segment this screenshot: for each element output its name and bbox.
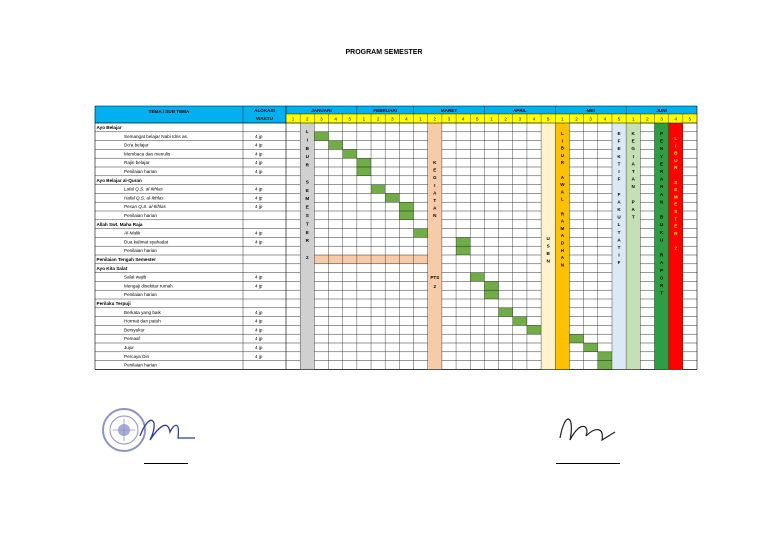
schedule-cell	[569, 334, 583, 343]
week-number: 4	[603, 116, 607, 122]
band-letter: N	[659, 199, 664, 205]
week-number: 1	[631, 116, 635, 122]
schedule-cell	[329, 141, 343, 150]
band-letter: K	[631, 131, 635, 136]
week-number: 2	[433, 116, 437, 122]
band-letter: T	[433, 198, 437, 203]
band-letter: A	[659, 191, 664, 197]
row-subtopic: Hormat dan patuh	[124, 318, 161, 324]
row-subtopic: Pesan Q.S. al-Ikhlas	[124, 204, 166, 210]
pts-label: 2	[433, 284, 437, 289]
band-letter: F	[617, 260, 621, 266]
schedule-cell	[499, 308, 513, 317]
row-subtopic: Bersyukur	[124, 327, 145, 333]
band-letter: S	[305, 179, 309, 185]
allocation-value: 4 jp	[255, 283, 263, 289]
band-letter: W	[560, 182, 565, 188]
band-letter: L	[560, 196, 564, 202]
band-letter: T	[631, 169, 635, 174]
week-number: 2	[646, 116, 649, 122]
row-subtopic: Penilaian harian	[124, 169, 157, 174]
week-number: 1	[419, 116, 422, 122]
band-letter: G	[433, 175, 437, 181]
week-number: 3	[447, 116, 451, 122]
band-letter: I	[675, 143, 677, 149]
band-letter: L	[560, 131, 564, 136]
band-letter: F	[617, 176, 621, 182]
band-letter: E	[674, 187, 678, 193]
row-heading: Ayo Belajar	[96, 125, 122, 130]
band-letter: U	[674, 157, 678, 163]
schedule-cell	[399, 211, 413, 220]
week-number: 3	[660, 116, 663, 122]
band-letter: Y	[660, 153, 664, 159]
band-letter: T	[617, 161, 621, 167]
band-letter: S	[674, 209, 678, 214]
band-letter: N	[659, 146, 664, 152]
row-heading: Allah Swt. Maha Raja	[96, 221, 143, 227]
band-letter: U	[659, 222, 664, 228]
week-number: 5	[688, 116, 692, 122]
band-letter: B	[560, 145, 565, 151]
band-letter: A	[560, 174, 565, 180]
schedule-cell	[314, 132, 328, 141]
row-subtopic: Membaca dan menulis	[124, 151, 171, 157]
band-letter: K	[433, 160, 437, 165]
week-number: 2	[376, 116, 380, 122]
schedule-cell	[598, 361, 612, 370]
band-letter: U	[560, 152, 565, 158]
band-letter: B	[659, 214, 664, 220]
band-letter: S	[305, 213, 309, 218]
band-letter: E	[305, 229, 309, 235]
row-subtopic: Dua kalimat syahadat	[124, 239, 169, 245]
band-letter: A	[631, 207, 635, 212]
allocation-value: 4 jp	[255, 336, 263, 342]
band-letter: O	[659, 275, 664, 281]
band-letter: L	[674, 136, 678, 141]
allocation-value: 4 jp	[255, 318, 263, 324]
band-letter: T	[617, 245, 621, 250]
band-letter: U	[659, 237, 664, 243]
band-letter: K	[659, 229, 664, 235]
band-letter: E	[674, 223, 678, 229]
row-heading: Penilaian Tengah Semester	[96, 257, 156, 262]
week-number: 4	[532, 116, 536, 122]
page-title: PROGRAM SEMESTER	[345, 49, 423, 56]
schedule-cell	[357, 167, 371, 176]
band-letter: B	[305, 145, 309, 151]
band-letter: M	[673, 194, 678, 200]
band-letter: N	[631, 184, 635, 190]
row-heading: Ayo Kita Salat	[96, 265, 128, 271]
band-letter: S	[546, 243, 550, 249]
schedule-cell	[598, 352, 612, 361]
row-subtopic: Percaya Diri	[124, 353, 150, 359]
row-subtopic: Salat wajib	[124, 274, 147, 280]
allocation-value: 4 jp	[255, 133, 263, 139]
month-header: JANUARI	[311, 108, 332, 113]
row-subtopic: Penilaian harian	[124, 248, 157, 254]
week-number: 1	[561, 116, 564, 122]
month-header: JUNI	[656, 108, 667, 113]
row-heading: Perilaku Terpuji	[96, 301, 131, 306]
schedule-cell	[484, 281, 498, 290]
band-letter: H	[560, 247, 565, 253]
band-letter: G	[631, 146, 636, 152]
row-subtopic: Penilaian harian	[124, 213, 157, 218]
band-letter: L	[305, 129, 309, 134]
band-letter: H	[659, 184, 664, 190]
week-number: 4	[334, 116, 337, 122]
row-subtopic: Pemaaf	[124, 336, 140, 342]
row-subtopic: Hafal Q.S. al-Ikhlas	[124, 195, 164, 201]
band-letter: E	[660, 138, 664, 144]
band-letter: R	[305, 238, 309, 244]
allocation-value: 4 jp	[255, 274, 263, 280]
allocation-value: 4 jp	[255, 204, 263, 210]
allocation-value: 4 jp	[255, 186, 263, 192]
allocation-value: 4 jp	[255, 230, 263, 236]
row-subtopic: Al-Malik	[124, 230, 141, 236]
band-letter: R	[659, 252, 664, 258]
band-letter: A	[560, 255, 565, 261]
band-letter: A	[631, 161, 635, 167]
week-number: 4	[674, 116, 678, 122]
schedule-cell	[484, 290, 498, 299]
band-letter: N	[560, 262, 565, 268]
band-letter: R	[305, 162, 309, 168]
header-tema: TEMA / SUB TEMA	[148, 109, 190, 114]
band-column	[300, 123, 314, 369]
band-letter: U	[305, 154, 309, 160]
week-number: 4	[405, 116, 408, 122]
schedule-cell	[385, 193, 399, 202]
band-letter: A	[617, 237, 621, 243]
band-letter: I	[434, 182, 436, 188]
band-column	[654, 123, 668, 369]
band-letter: I	[561, 138, 564, 144]
row-subtopic: Lafal Q.S. al-Ikhlas	[124, 186, 163, 192]
week-number: 5	[617, 116, 621, 122]
schedule-cell	[399, 202, 413, 211]
allocation-value: 4 jp	[255, 195, 263, 201]
row-subtopic: Semangat belajar Nabi Idris as.	[124, 133, 189, 139]
band-letter: I	[306, 137, 308, 143]
month-header: MEI	[586, 108, 595, 113]
band-letter: P	[660, 131, 664, 136]
band-column	[626, 123, 640, 369]
week-number: 2	[504, 116, 507, 122]
row-subtopic: Jujur	[124, 345, 134, 350]
band-letter: E	[617, 131, 621, 136]
band-letter: N	[433, 213, 437, 219]
band-letter: I	[618, 169, 620, 174]
schedule-cell	[414, 229, 428, 238]
band-letter: B	[546, 251, 550, 256]
band-letter: E	[305, 204, 309, 210]
band-letter: U	[617, 214, 621, 220]
band-letter: E	[617, 146, 621, 152]
band-letter: S	[674, 179, 678, 185]
schedule-cell	[456, 237, 470, 246]
week-number: 4	[461, 116, 465, 122]
week-number: 1	[291, 116, 295, 122]
band-letter: K	[617, 153, 621, 159]
allocation-value: 4 jp	[255, 151, 263, 157]
band-letter: T	[660, 290, 663, 296]
allocation-value: 4 jp	[255, 345, 263, 350]
row-subtopic: Mengaji disekitar rumah	[124, 283, 173, 289]
band-letter: A	[659, 260, 664, 266]
band-letter: E	[433, 167, 437, 173]
band-letter: T	[617, 229, 621, 235]
schedule-cell	[343, 149, 357, 158]
week-number: 3	[518, 116, 522, 122]
week-number: 1	[362, 116, 366, 122]
row-subtopic: Berkata yang baik	[124, 309, 161, 315]
band-letter: L	[617, 222, 621, 228]
week-number: 5	[348, 116, 352, 122]
band-letter: R	[659, 169, 664, 174]
band-letter: A	[433, 190, 437, 196]
band-letter: K	[617, 207, 621, 212]
band-letter: R	[659, 283, 664, 288]
band-letter: A	[659, 176, 664, 182]
band-letter: A	[560, 189, 565, 195]
pts-label: PTS	[430, 275, 440, 280]
band-letter: R	[560, 160, 565, 166]
band-letter: D	[560, 240, 565, 246]
allocation-value: 4 jp	[255, 169, 263, 174]
band-letter: T	[631, 214, 635, 220]
header-alokasi: ALOKASI	[254, 108, 275, 113]
band-letter: I	[632, 153, 634, 159]
week-number: 2	[575, 116, 578, 122]
row-subtopic: Penilaian harian	[124, 362, 157, 368]
schedule-cell	[584, 343, 598, 352]
band-letter: A	[433, 205, 437, 211]
band-letter: U	[546, 236, 550, 241]
schedule-cell	[527, 325, 541, 334]
month-header: FEBRUARI	[373, 108, 398, 113]
month-header: MARET	[440, 108, 458, 113]
row-subtopic: Do'a belajar	[124, 142, 149, 148]
band-letter: R	[674, 230, 678, 236]
month-header: APRIL	[512, 108, 527, 113]
week-number: 3	[589, 116, 592, 122]
band-letter: T	[674, 216, 678, 222]
week-number: 2	[305, 116, 309, 122]
signature-line-left	[144, 463, 188, 464]
band-letter: N	[546, 258, 550, 264]
band-letter: E	[660, 161, 664, 167]
schedule-cell	[470, 273, 484, 282]
band-letter: 2	[674, 245, 678, 251]
allocation-value: 4 jp	[255, 327, 263, 333]
schedule-cell	[371, 185, 385, 194]
band-letter: T	[305, 221, 309, 227]
signature-line-right	[556, 463, 620, 464]
allocation-value: 4 jp	[255, 239, 263, 245]
band-letter: P	[660, 267, 664, 273]
week-number: 5	[546, 116, 550, 122]
band-letter: R	[674, 165, 678, 171]
allocation-value: 4 jp	[255, 309, 263, 315]
band-letter: A	[631, 176, 635, 182]
band-letter: F	[617, 191, 621, 197]
week-number: 1	[490, 116, 493, 122]
band-letter: I	[618, 252, 620, 258]
header-waktu: WAKTU	[256, 116, 273, 121]
schedule-cell	[513, 317, 527, 326]
band-letter: P	[631, 199, 635, 205]
allocation-value: 4 jp	[255, 160, 263, 166]
band-letter: A	[560, 218, 565, 224]
week-number: 3	[391, 116, 394, 122]
week-number: 5	[476, 116, 479, 122]
row-subtopic: Penilaian harian	[124, 292, 157, 298]
band-letter: A	[617, 199, 621, 205]
row-heading: Ayo Belajar al-Quran	[96, 177, 142, 183]
schedule-cell	[456, 246, 470, 255]
band-letter: B	[674, 150, 678, 156]
band-letter: F	[617, 138, 621, 144]
band-letter: M	[560, 225, 565, 231]
band-letter: E	[631, 138, 635, 144]
band-letter: A	[560, 233, 565, 239]
allocation-value: 4 jp	[255, 142, 263, 148]
band-letter: 2	[305, 255, 309, 260]
schedule-cell	[357, 158, 371, 167]
row-subtopic: Rajin belajar	[124, 160, 150, 166]
allocation-value: 4 jp	[255, 353, 263, 359]
band-letter: M	[305, 196, 310, 202]
band-letter: E	[674, 201, 678, 207]
band-letter: E	[305, 187, 309, 193]
band-letter: R	[560, 211, 565, 217]
week-number: 3	[320, 116, 323, 122]
